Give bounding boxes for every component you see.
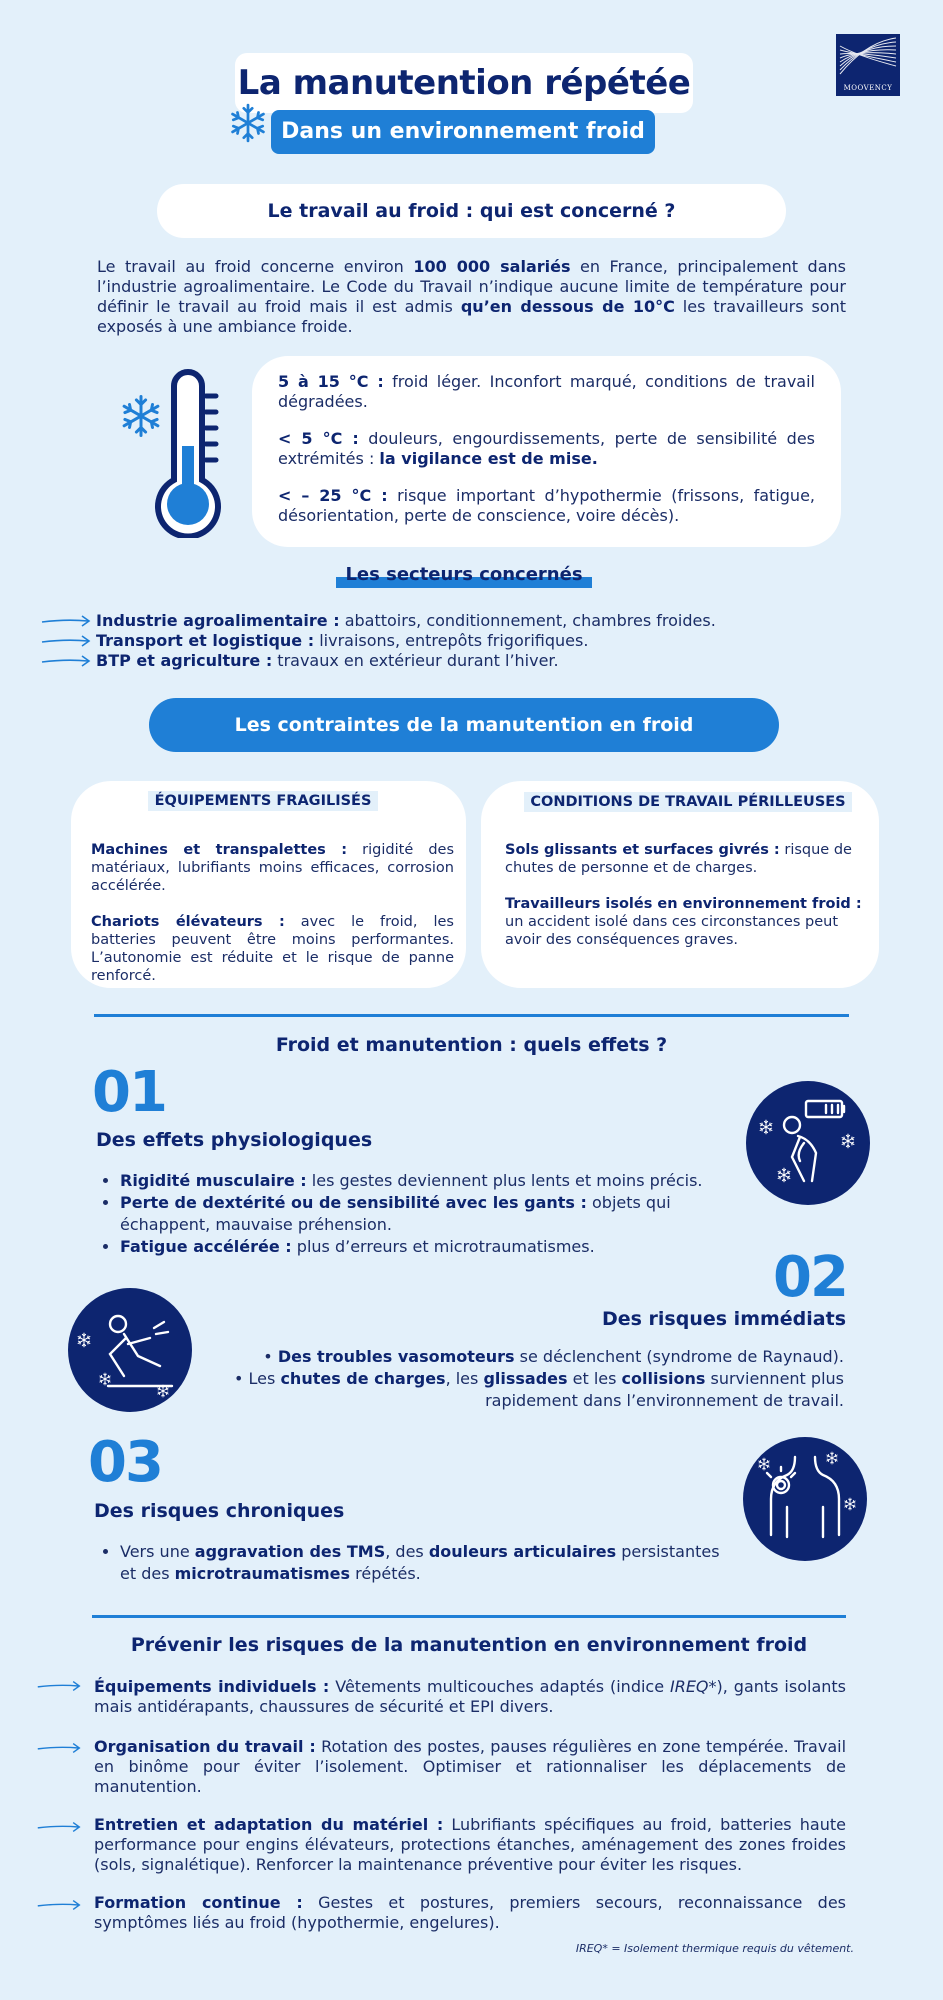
arrow-icon	[36, 1741, 82, 1755]
prevention-item: Formation continue : Gestes et postures, premiers secours, reconnaissance des symptômes liés au froid (hypothermie, engelures).	[94, 1893, 847, 1932]
temperature-card	[252, 356, 841, 547]
page-subtitle: Dans un environnement froid	[271, 110, 655, 154]
temp-item: 5 à 15 °C : froid léger. Inconfort marqué, conditions de travail dégradées.	[278, 372, 815, 411]
intro-paragraph: Le travail au froid concerne environ 100 000 salariés en France, principalement dans l’industrie agroalimentaire. Le Code du Travail n’indique aucune limite de température pour définir le travail au froid mais il est admis qu’en dessous de 10°C les travailleurs sont exposés à une ambiance froide.	[97, 257, 847, 336]
footnote: IREQ* = Isolement thermique requis du vêtement.	[575, 1942, 854, 1955]
effect-title-3: Des risques chroniques	[94, 1500, 345, 1522]
thermometer-icon	[152, 366, 232, 538]
effect-number-03: 03	[88, 1430, 162, 1495]
constraints-title: Les contraintes de la manutention en froid	[149, 698, 779, 752]
effect-list-1	[96, 1170, 736, 1258]
snowflake-icon	[227, 102, 269, 144]
temp-item: < – 25 °C : risque important d’hypothermie (frissons, fatigue, désorientation, perte de conscience, voire décès).	[278, 486, 816, 525]
divider	[94, 1014, 849, 1017]
arrow-icon	[36, 1820, 82, 1834]
conditions-card-title: CONDITIONS DE TRAVAIL PÉRILLEUSES	[524, 792, 852, 812]
cold-worker-icon	[746, 1081, 870, 1205]
prevention-title: Prévenir les risques de la manutention en environnement froid	[130, 1634, 808, 1656]
list-item: • Vers une aggravation des TMS, des douleurs articulaires persistantes et des microtraumatismes répétés.	[120, 1541, 730, 1585]
list-item: • Des troubles vasomoteurs se déclenchent (syndrome de Raynaud).	[263, 1347, 844, 1366]
card-item: Sols glissants et surfaces givrés : risque de chutes de personne et de charges.	[505, 842, 852, 876]
list-item: Industrie agroalimentaire : abattoirs, conditionnement, chambres froides.	[40, 611, 800, 631]
conditions-card	[481, 781, 879, 988]
sectors-list	[40, 611, 800, 671]
section-title-concerned: Le travail au froid : qui est concerné ?	[157, 184, 786, 238]
arrow-icon	[40, 634, 92, 648]
equipment-card-title: ÉQUIPEMENTS FRAGILISÉS	[148, 791, 378, 811]
list-item: • Rigidité musculaire : les gestes deviennent plus lents et moins précis.	[120, 1170, 736, 1192]
effect-list-2	[222, 1346, 844, 1412]
effect-number-01: 01	[92, 1060, 166, 1125]
effect-list-3	[96, 1541, 730, 1585]
card-item: Travailleurs isolés en environnement froid : un accident isolé dans ces circonstances peut avoir des conséquences graves.	[505, 896, 862, 948]
sectors-title: Les secteurs concernés	[345, 564, 583, 585]
arrow-icon	[40, 654, 92, 668]
prevention-item: Organisation du travail : Rotation des postes, pauses régulières en zone tempérée. Travail en binôme pour éviter l’isolement. Optimiser et rationnaliser les déplacements de manutention.	[94, 1737, 847, 1796]
slipping-worker-icon	[68, 1288, 192, 1412]
page-title: La manutention répétée	[235, 53, 693, 113]
moovency-logo	[836, 34, 900, 96]
list-item: Transport et logistique : livraisons, entrepôts frigorifiques.	[40, 631, 800, 651]
divider	[92, 1615, 846, 1618]
list-item: BTP et agriculture : travaux en extérieur durant l’hiver.	[40, 651, 800, 671]
arrow-icon	[36, 1898, 82, 1912]
effect-title-2: Des risques immédiats	[601, 1308, 846, 1330]
prevention-item: Équipements individuels : Vêtements multicouches adaptés (indice IREQ*), gants isolants mais antidérapants, chaussures de sécurité et EPI divers.	[94, 1677, 846, 1716]
body-pain-icon	[743, 1437, 867, 1561]
list-item: • Perte de dextérité ou de sensibilité avec les gants : objets qui échappent, mauvaise préhension.	[120, 1192, 736, 1236]
arrow-icon	[36, 1679, 82, 1693]
logo-text: MOOVENCY	[843, 84, 893, 92]
list-item: • Les chutes de charges, les glissades et les collisions surviennent plus rapidement dans l’environnement de travail.	[234, 1369, 844, 1410]
card-item: Chariots élévateurs : avec le froid, les batteries peuvent être moins performantes. L’autonomie est réduite et le risque de panne renforcé.	[91, 914, 454, 984]
temp-item: < 5 °C : douleurs, engourdissements, perte de sensibilité des extrémités : la vigilance est de mise.	[278, 429, 815, 468]
equipment-card	[71, 781, 466, 988]
arrow-icon	[40, 614, 92, 628]
list-item: • Fatigue accélérée : plus d’erreurs et microtraumatismes.	[120, 1236, 736, 1258]
effect-number-02: 02	[773, 1245, 847, 1310]
card-item: Machines et transpalettes : rigidité des matériaux, lubrifiants moins efficaces, corrosion accélérée.	[91, 842, 454, 894]
effects-title: Froid et manutention : quels effets ?	[275, 1034, 668, 1056]
effect-title-1: Des effets physiologiques	[96, 1129, 373, 1151]
prevention-item: Entretien et adaptation du matériel : Lubrifiants spécifiques au froid, batteries haute performance pour engins élévateurs, protections étanches, aménagement des zones froides (sols, signalétique). Renforcer la maintenance préventive pour éviter les risques.	[94, 1815, 846, 1874]
